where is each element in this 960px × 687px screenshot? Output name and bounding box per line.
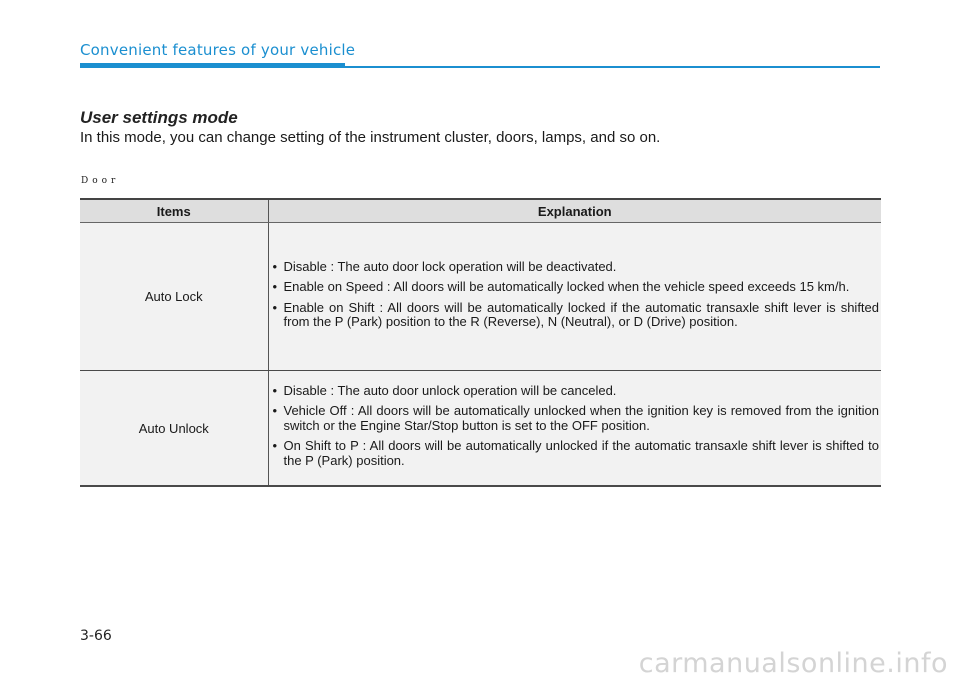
page-number: 3-66 <box>80 628 112 644</box>
watermark: carmanualsonline.info <box>638 648 948 679</box>
option-list <box>273 260 880 330</box>
header-rule <box>345 66 880 68</box>
bullet-icon: • <box>272 258 278 274</box>
option-text: Disable : The auto door unlock operation will be canceled. <box>283 382 617 398</box>
bullet-icon: • <box>272 299 278 315</box>
header-accent-bar <box>80 63 345 68</box>
bullet-icon: • <box>272 403 278 419</box>
subsection-label: Door <box>81 176 120 186</box>
option-text: Vehicle Off : All doors will be automatically unlocked when the ignition key is removed from the ignition switch or the Engine Star/Stop button is set to the OFF position. <box>283 403 879 433</box>
item-cell: Auto Lock <box>80 223 268 371</box>
list-item <box>273 260 880 275</box>
item-cell: Auto Unlock <box>80 371 268 487</box>
option-list <box>273 384 880 469</box>
list-item <box>273 404 880 433</box>
table-header-row <box>80 199 881 223</box>
bullet-icon: • <box>272 438 278 454</box>
intro-text: In this mode, you can change setting of the instrument cluster, doors, lamps, and so on. <box>80 129 661 146</box>
column-header-items: Items <box>80 199 268 223</box>
settings-table <box>80 198 881 487</box>
table-row <box>80 371 881 487</box>
list-item <box>273 384 880 399</box>
bullet-icon: • <box>272 382 278 398</box>
column-header-explanation: Explanation <box>268 199 881 223</box>
bullet-icon: • <box>272 279 278 294</box>
option-text: Enable on Shift : All doors will be automatically locked if the automatic transaxle shift lever is shifted from the P (Park) position to the R (Reverse), N (Neutral), or D (Drive) position. <box>283 299 879 329</box>
explanation-cell <box>268 371 881 487</box>
option-text: Disable : The auto door lock operation will be deactivated. <box>283 258 617 274</box>
section-title: Convenient features of your vehicle <box>80 41 356 59</box>
list-item <box>273 301 880 330</box>
list-item <box>273 439 880 468</box>
explanation-cell <box>268 223 881 371</box>
table-row <box>80 223 881 371</box>
list-item <box>273 280 880 295</box>
option-text: On Shift to P : All doors will be automatically unlocked if the automatic transaxle shift lever is shifted to the P (Park) position. <box>283 438 879 468</box>
page-heading: User settings mode <box>80 108 238 127</box>
option-text: Enable on Speed : All doors will be automatically locked when the vehicle speed exceeds 15 km/h. <box>283 279 850 294</box>
